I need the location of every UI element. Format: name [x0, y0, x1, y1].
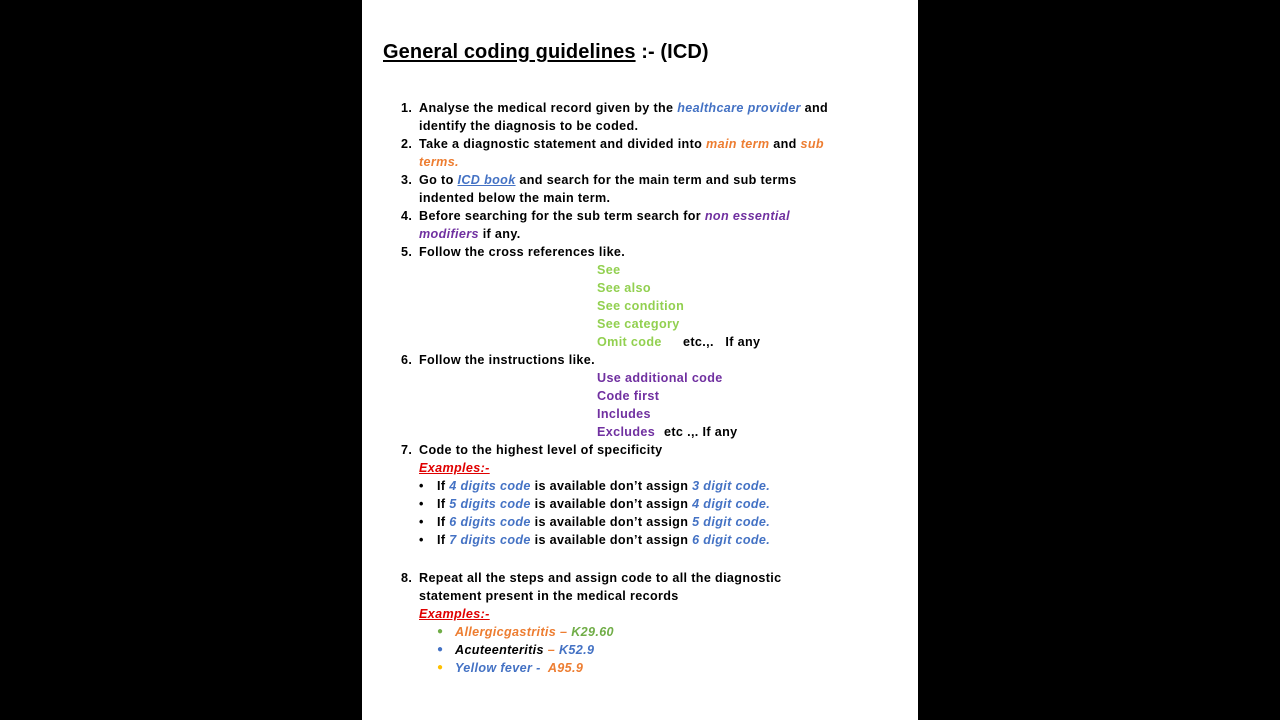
highlight-digit: 5 digit code.	[692, 515, 771, 529]
step-text: If	[437, 533, 450, 547]
bullet-icon: •	[419, 497, 424, 511]
step-number: 8.	[401, 571, 413, 585]
step-text: statement present in the medical records	[419, 589, 679, 603]
cross-ref-omit-code: Omit code	[597, 335, 662, 349]
instruction-excludes: Excludes	[597, 425, 656, 439]
step-text: Take a diagnostic statement and divided into	[419, 137, 707, 151]
bullet-icon: ●	[437, 662, 444, 673]
highlight-sub: sub	[800, 137, 824, 151]
highlight-digit: 3 digit code.	[692, 479, 771, 493]
page-title	[383, 41, 709, 64]
step-text: and	[800, 101, 829, 115]
example-term: Allergicgastritis	[455, 625, 557, 639]
cross-ref-see-category: See category	[597, 317, 680, 331]
highlight-main-term: main term	[706, 137, 770, 151]
step-text: is available don’t assign	[530, 515, 693, 529]
icd-book-link[interactable]: ICD book	[457, 173, 516, 187]
highlight-non-essential: non essential	[704, 209, 790, 223]
step-number: 7.	[401, 443, 413, 457]
step-text: Code to the highest level of specificity	[419, 443, 663, 457]
document-page	[362, 0, 918, 720]
step-text: is available don’t assign	[530, 497, 693, 511]
instruction-use-additional-code: Use additional code	[597, 371, 723, 385]
step-text: is available don’t assign	[530, 479, 693, 493]
highlight-terms: terms.	[419, 155, 459, 169]
highlight-digits: 4 digits code	[449, 479, 531, 493]
highlight-digit: 6 digit code.	[692, 533, 771, 547]
example-code: K29.60	[571, 625, 614, 639]
step-number: 3.	[401, 173, 413, 187]
step-text: Follow the instructions like.	[419, 353, 595, 367]
step-number: 2.	[401, 137, 413, 151]
step-number: 5.	[401, 245, 413, 259]
example-code: K52.9	[558, 643, 595, 657]
step-number: 4.	[401, 209, 413, 223]
highlight-digits: 5 digits code	[449, 497, 531, 511]
step-text: Follow the cross references like.	[419, 245, 626, 259]
example-separator: –	[556, 625, 572, 639]
step-text: If	[437, 497, 450, 511]
bullet-icon: ●	[437, 644, 444, 655]
highlight-digits: 7 digits code	[449, 533, 531, 547]
step-text: identify the diagnosis to be coded.	[419, 119, 639, 133]
cross-ref-see-condition: See condition	[597, 299, 685, 313]
instruction-code-first: Code first	[597, 389, 660, 403]
step-text: indented below the main term.	[419, 191, 611, 205]
examples-label: Examples:-	[419, 607, 490, 621]
highlight-digits: 6 digits code	[449, 515, 531, 529]
step-text: Go to	[419, 173, 458, 187]
example-code: A95.9	[547, 661, 584, 675]
example-separator: –	[543, 643, 559, 657]
highlight-healthcare-provider: healthcare provider	[677, 101, 801, 115]
cross-ref-suffix: etc.,. If any	[683, 335, 761, 349]
step-text: If	[437, 479, 450, 493]
step-text: and	[769, 137, 801, 151]
step-text: Repeat all the steps and assign code to all the diagnostic	[419, 571, 782, 585]
step-number: 6.	[401, 353, 413, 367]
examples-label: Examples:-	[419, 461, 490, 475]
step-text: and search for the main term and sub terms	[515, 173, 797, 187]
highlight-digit: 4 digit code.	[692, 497, 771, 511]
title-main: General coding guidelines	[383, 41, 636, 63]
step-text: Analyse the medical record given by the	[419, 101, 678, 115]
highlight-modifiers: modifiers	[419, 227, 479, 241]
bullet-icon: •	[419, 533, 424, 547]
bullet-icon: ●	[437, 626, 444, 637]
instruction-includes: Includes	[597, 407, 651, 421]
example-term: Yellow fever	[455, 661, 533, 675]
step-text: Before searching for the sub term search for	[419, 209, 705, 223]
step-text: If	[437, 515, 450, 529]
title-suffix: :- (ICD)	[635, 41, 709, 63]
bullet-icon: •	[419, 515, 424, 529]
cross-ref-see-also: See also	[597, 281, 651, 295]
step-text: if any.	[478, 227, 521, 241]
example-separator: -	[532, 661, 548, 675]
step-text: is available don’t assign	[530, 533, 693, 547]
example-term: Acuteenteritis	[455, 643, 544, 657]
bullet-icon: •	[419, 479, 424, 493]
instruction-suffix: etc .,. If any	[664, 425, 738, 439]
step-number: 1.	[401, 101, 413, 115]
cross-ref-see: See	[597, 263, 621, 277]
